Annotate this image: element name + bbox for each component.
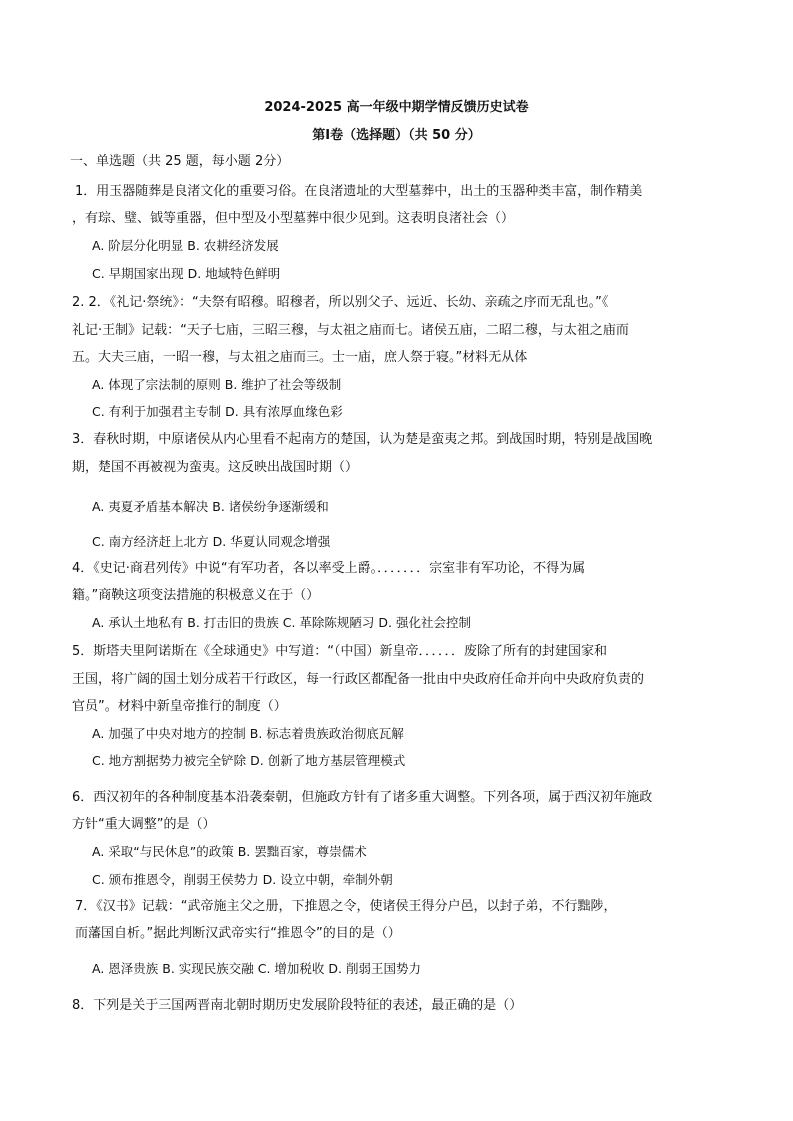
question-4-line-2: 籍。”商鞅这项变法措施的积极意义在于（） — [72, 588, 320, 603]
question-7-options-row: A. 恩泽贵族 B. 实现民族交融 C. 增加税收 D. 削弱王国势力 — [92, 961, 421, 976]
volume-title: 第Ⅰ卷（选择题）（共 50 分） — [312, 128, 481, 143]
question-3-line-1: 3．春秋时期，中原诸侯从内心里看不起南方的楚国，认为楚是蛮夷之邦。到战国时期，特别是战国晚 — [72, 432, 653, 447]
question-6-line-2: 方针“重大调整”的是（） — [72, 817, 216, 832]
section-heading: 一、单选题（共 25 题，每小题 2分） — [70, 154, 290, 169]
question-5-line-1: 5．斯塔夫里阿诺斯在《全球通史》中写道：“（中国）新皇帝．．．．．．废除了所有的封建国家和 — [72, 644, 608, 659]
question-5-options-row-2: C. 地方割据势力被完全铲除 D. 创新了地方基层管理模式 — [92, 753, 406, 768]
question-1-line-1: 1．用玉器随葬是良渚文化的重要习俗。在良渚遗址的大型墓葬中，出土的玉器种类丰富，制作精美 — [75, 184, 643, 199]
question-5-options-row-1: A. 加强了中央对地方的控制 B. 标志着贵族政治彻底瓦解 — [92, 726, 404, 741]
question-2-line-2: 礼记·王制》记载：“天子七庙，三昭三穆，与太祖之庙而七。诸侯五庙，二昭二穆，与太祖之庙而 — [72, 323, 629, 338]
question-8-line-1: 8．下列是关于三国两晋南北朝时期历史发展阶段特征的表述，最正确的是（） — [72, 998, 523, 1013]
question-6-options-row-2: C. 颁布推恩令，削弱王侯势力 D. 设立中朝，牵制外朝 — [92, 872, 393, 887]
question-6-line-1: 6．西汉初年的各种制度基本沿袭秦朝，但施政方针有了诸多重大调整。下列各项，属于西汉初年施政 — [72, 790, 653, 805]
question-4-line-1: 4．《史记·商君列传》中说“有军功者，各以率受上爵。．．．．．．．宗室非有军功论，不得为属 — [72, 561, 586, 576]
question-3-options-row-1: A. 夷夏矛盾基本解决 B. 诸侯纷争逐渐缓和 — [92, 499, 329, 514]
question-3-options-row-2: C. 南方经济赶上北方 D. 华夏认同观念增强 — [92, 534, 331, 549]
question-1-line-2: ，有琮、璧、钺等重器，但中型及小型墓葬中很少见到。这表明良渚社会（） — [72, 211, 515, 226]
question-4-options-row: A. 承认土地私有 B. 打击旧的贵族 C. 革除陈规陋习 D. 强化社会控制 — [92, 615, 471, 630]
question-2-line-1: 2. 2．《礼记·祭统》：“夫祭有昭穆。昭穆者，所以别父子、远近、长幼、亲疏之序而无乱也。”《 — [72, 295, 609, 310]
question-1-options-row-1: A. 阶层分化明显 B. 农耕经济发展 — [92, 238, 279, 253]
question-3-line-2: 期，楚国不再被视为蛮夷。这反映出战国时期（） — [72, 460, 359, 475]
exam-title: 2024-2025 高一年级中期学情反馈历史试卷 — [264, 100, 529, 115]
question-1-options-row-2: C. 早期国家出现 D. 地域特色鲜明 — [92, 266, 281, 281]
question-2-options-row-1: A. 体现了宗法制的原则 B. 维护了社会等级制 — [92, 377, 342, 392]
question-5-line-2: 王国，将广阔的国土划分成若干行政区，每一行政区都配备一批由中央政府任命并向中央政府负责的 — [72, 672, 645, 687]
question-5-line-3: 官员”。材料中新皇帝推行的制度（） — [72, 699, 287, 714]
question-7-line-2: 而藩国自析。”据此判断汉武帝实行“推恩令”的目的是（） — [75, 926, 401, 941]
question-2-line-3: 五。大夫三庙，一昭一穆，与太祖之庙而三。士一庙，庶人祭于寝。”材料无从体 — [72, 350, 528, 365]
question-7-line-1: 7．《汉书》记载：“武帝施主父之册，下推恩之令，使诸侯王得分户邑，以封子弟，不行黜陟， — [75, 899, 617, 914]
question-2-options-row-2: C. 有利于加强君主专制 D. 具有浓厚血缘色彩 — [92, 404, 343, 419]
question-6-options-row-1: A. 采取“与民休息”的政策 B. 罢黜百家，尊崇儒术 — [92, 844, 367, 859]
